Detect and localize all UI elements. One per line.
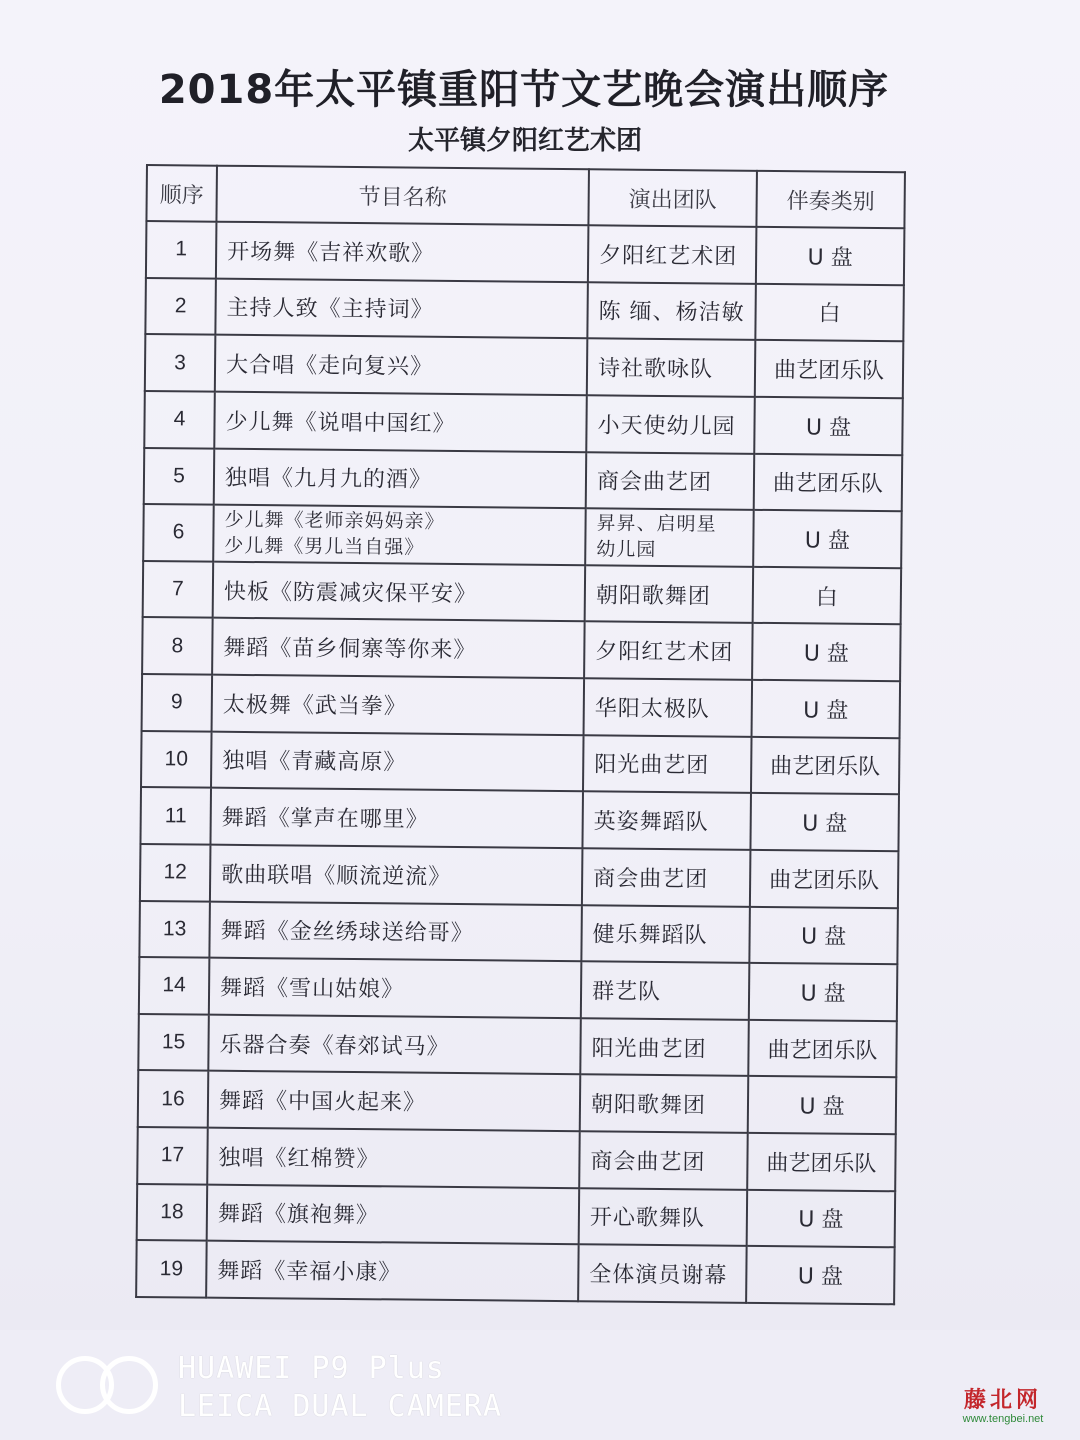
table-row	[139, 957, 898, 1021]
table-body	[136, 221, 904, 1304]
team-name-line: 幼儿园	[596, 538, 657, 562]
table-row	[142, 617, 901, 681]
row-accompaniment: 曲艺团乐队	[754, 453, 903, 511]
row-team	[588, 225, 757, 283]
column-header-accompaniment: 伴奏类别	[756, 171, 905, 228]
program-name-line: 歌曲联唱《顺流逆流》	[221, 862, 452, 890]
row-accompaniment: 曲艺团乐队	[751, 736, 900, 794]
row-order: 4	[144, 391, 215, 448]
site-watermark-name: 藤北网	[963, 1387, 1042, 1413]
program-name-line: 舞蹈《旗袍舞》	[217, 1202, 380, 1229]
row-accompaniment: 曲艺团乐队	[747, 1133, 896, 1191]
program-name-line: 舞蹈《中国火起来》	[218, 1088, 427, 1116]
team-name-line: 商会曲艺团	[596, 469, 713, 496]
row-team	[586, 395, 755, 453]
row-order: 13	[139, 900, 210, 957]
program-name-line: 少儿舞《男儿当自强》	[224, 535, 425, 560]
program-name-line: 舞蹈《苗乡侗寨等你来》	[223, 635, 477, 664]
camera-watermark-text	[178, 1350, 502, 1426]
row-program	[208, 1014, 581, 1074]
row-team	[580, 1075, 749, 1133]
team-name-line: 朝阳歌舞团	[590, 1092, 707, 1119]
row-accompaniment: U 盘	[749, 906, 898, 964]
row-order: 1	[146, 221, 217, 278]
team-name-line: 夕阳红艺术团	[599, 243, 738, 270]
team-name-line: 小天使幼儿园	[597, 413, 736, 440]
row-order: 5	[144, 447, 215, 504]
program-name-line: 快板《防震减灾保平安》	[223, 579, 478, 607]
row-order: 15	[138, 1014, 209, 1071]
row-team	[584, 622, 753, 680]
row-order: 10	[141, 731, 212, 788]
program-table-wrapper	[135, 164, 904, 1305]
row-team	[581, 961, 750, 1019]
row-program	[214, 448, 587, 508]
table-row	[137, 1127, 896, 1191]
team-name-line: 全体演员谢幕	[589, 1262, 728, 1289]
row-program	[215, 335, 588, 395]
table-row	[144, 447, 903, 511]
table-row	[140, 787, 899, 851]
row-order: 6	[143, 504, 214, 561]
row-order: 16	[138, 1070, 209, 1127]
row-order: 17	[137, 1127, 208, 1184]
row-team	[585, 565, 754, 623]
row-accompaniment: U 盘	[748, 1076, 897, 1134]
row-team	[587, 338, 756, 396]
table-row	[143, 504, 902, 568]
table-row	[139, 900, 898, 964]
program-name-line: 少儿舞《说唱中国红》	[225, 409, 456, 437]
program-table	[135, 164, 906, 1305]
row-program	[215, 278, 588, 338]
row-program	[209, 958, 582, 1018]
program-name-line: 独唱《九月九的酒》	[224, 466, 433, 494]
row-team	[586, 452, 755, 510]
row-order: 12	[140, 844, 211, 901]
leica-rings-icon	[56, 1356, 156, 1414]
camera-watermark	[56, 1350, 556, 1430]
row-order: 3	[145, 334, 216, 391]
row-team	[582, 791, 751, 849]
column-header-team: 演出团队	[588, 169, 757, 227]
program-name-line: 舞蹈《掌声在哪里》	[221, 805, 429, 833]
row-program	[206, 1241, 579, 1301]
program-name-line: 乐器合奏《春郊试马》	[219, 1032, 450, 1060]
team-name-line: 诗社歌咏队	[597, 356, 714, 383]
camera-model: HUAWEI P9 Plus	[178, 1351, 445, 1386]
row-program	[212, 675, 585, 735]
row-accompaniment: U 盘	[753, 510, 902, 568]
row-program	[213, 505, 586, 565]
program-name-line: 独唱《青藏高原》	[222, 749, 407, 776]
site-watermark-url: www.tengbei.net	[962, 1413, 1044, 1425]
row-accompaniment: U 盘	[750, 793, 899, 851]
document-subtitle: 太平镇夕阳红艺术团	[407, 126, 642, 156]
table-row	[141, 731, 900, 795]
row-program	[208, 1071, 581, 1131]
row-team	[580, 1018, 749, 1076]
team-name-line: 夕阳红艺术团	[595, 639, 734, 666]
row-accompaniment: 白	[755, 283, 904, 341]
team-name-line: 阳光曲艺团	[591, 1035, 707, 1062]
row-team	[581, 905, 750, 963]
row-accompaniment: U 盘	[752, 680, 901, 738]
row-accompaniment: U 盘	[754, 397, 903, 455]
row-program	[207, 1128, 580, 1188]
table-row	[144, 391, 903, 455]
row-program	[213, 561, 586, 621]
site-watermark	[948, 1388, 1058, 1426]
row-team	[583, 735, 752, 793]
row-order: 18	[137, 1184, 208, 1241]
table-row	[137, 1184, 896, 1248]
row-order: 8	[142, 617, 213, 674]
program-name-line: 舞蹈《幸福小康》	[217, 1258, 402, 1286]
table-row	[146, 221, 905, 285]
row-team	[579, 1188, 748, 1246]
program-name-line: 开场舞《吉祥欢歌》	[227, 239, 435, 267]
team-name-line: 阳光曲艺团	[594, 752, 710, 779]
row-accompaniment: U 盘	[746, 1246, 895, 1304]
row-order: 9	[142, 674, 213, 731]
row-accompaniment: U 盘	[747, 1189, 896, 1247]
team-name-line: 昇昇、启明星	[596, 512, 717, 536]
table-row	[140, 844, 899, 908]
table-row	[145, 334, 904, 398]
row-program	[214, 392, 587, 452]
team-name-line: 陈 缅、杨洁敏	[598, 299, 745, 327]
row-team	[584, 678, 753, 736]
row-order: 19	[136, 1240, 207, 1297]
program-name-line: 舞蹈《金丝绣球送给哥》	[220, 919, 474, 947]
row-accompaniment: U 盘	[756, 227, 905, 285]
row-program	[212, 618, 585, 678]
column-header-order: 顺序	[146, 165, 217, 222]
team-name-line: 健乐舞蹈队	[592, 922, 708, 949]
row-order: 11	[140, 787, 211, 844]
row-accompaniment: U 盘	[752, 623, 901, 681]
table-row	[143, 561, 902, 625]
row-program	[211, 731, 584, 791]
row-accompaniment: 白	[753, 567, 902, 625]
row-accompaniment: 曲艺团乐队	[755, 340, 904, 398]
table-row	[145, 278, 904, 342]
program-name-line: 少儿舞《老师亲妈妈亲》	[224, 509, 445, 534]
table-row	[142, 674, 901, 738]
table-header-row	[146, 165, 905, 228]
document-title: 2018年太平镇重阳节文艺晚会演出顺序	[158, 67, 890, 113]
program-name-line: 主持人致《主持词》	[226, 296, 434, 324]
program-name-line: 独唱《红棉赞》	[218, 1145, 380, 1173]
row-accompaniment: 曲艺团乐队	[750, 850, 899, 908]
row-program	[210, 845, 583, 905]
row-accompaniment: 曲艺团乐队	[748, 1020, 897, 1078]
table-row	[136, 1240, 895, 1304]
row-team	[587, 282, 756, 340]
team-name-line: 朝阳歌舞团	[595, 582, 712, 610]
row-order: 7	[143, 561, 214, 618]
table-row	[138, 1070, 897, 1134]
table-row	[138, 1014, 897, 1078]
row-order: 2	[145, 278, 216, 335]
program-name-line: 太极舞《武当拳》	[222, 692, 407, 720]
team-name-line: 群艺队	[591, 979, 662, 1005]
row-program	[207, 1184, 580, 1244]
program-name-line: 大合唱《走向复兴》	[225, 352, 434, 380]
team-name-line: 商会曲艺团	[590, 1149, 706, 1176]
row-program	[216, 222, 589, 282]
column-header-program: 节目名称	[216, 166, 589, 226]
program-name-line: 舞蹈《雪山姑娘》	[219, 975, 405, 1003]
row-team	[582, 848, 751, 906]
team-name-line: 商会曲艺团	[593, 866, 709, 893]
team-name-line: 英姿舞蹈队	[593, 809, 709, 836]
row-program	[209, 901, 582, 961]
row-program	[210, 788, 583, 848]
team-name-line: 华阳太极队	[594, 696, 710, 723]
row-accompaniment: U 盘	[749, 963, 898, 1021]
row-order: 14	[139, 957, 210, 1014]
camera-brand: LEICA DUAL CAMERA	[178, 1389, 503, 1424]
team-name-line: 开心歌舞队	[589, 1205, 706, 1232]
row-team	[585, 508, 754, 566]
row-team	[578, 1244, 747, 1302]
row-team	[579, 1131, 748, 1189]
